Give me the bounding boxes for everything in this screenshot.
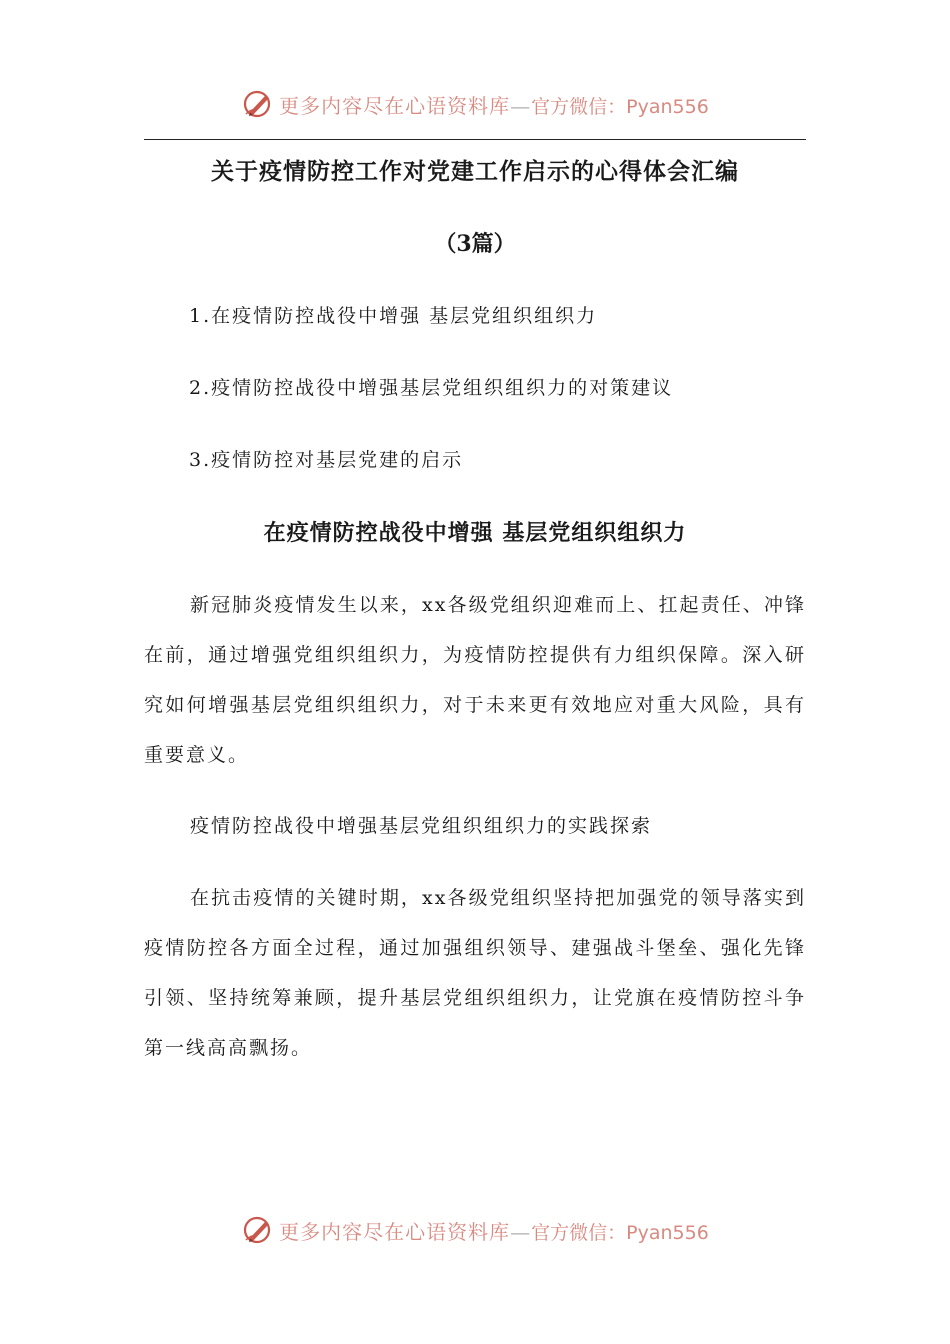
- subheading-paragraph: 疫情防控战役中增强基层党组织组织力的实践探索: [190, 815, 653, 837]
- footer-banner-tail: 官方微信：Pyan556: [531, 1221, 709, 1244]
- toc-item: 3.疫情防控对基层党建的启示: [189, 449, 464, 471]
- footer-banner-separator: —: [510, 1219, 532, 1244]
- header-banner-main: 更多内容尽在心语资料库: [279, 93, 511, 118]
- header-banner-text: [279, 90, 709, 119]
- header-banner-tail: 官方微信：Pyan556: [531, 95, 709, 118]
- header-banner: [0, 82, 950, 126]
- pen-circle-logo-icon: [241, 1213, 275, 1247]
- body-paragraph: 新冠肺炎疫情发生以来，xx各级党组织迎难而上、扛起责任、冲锋在前，通过增强党组织组织力，为疫情防控提供有力组织保障。深入研究如何增强基层党组织组织力，对于未来更有效地应对重大风险，具有重要意义。: [144, 594, 806, 766]
- body-paragraph: 在抗击疫情的关键时期，xx各级党组织坚持把加强党的领导落实到疫情防控各方面全过程，通过加强组织领导、建强战斗堡垒、强化先锋引领、坚持统筹兼顾，提升基层党组织组织力，让党旗在疫情防控斗争第一线高高飘扬。: [144, 887, 806, 1059]
- footer-banner-text: [279, 1216, 709, 1245]
- document-subtitle: （3篇）: [434, 231, 516, 257]
- toc-item: 1.在疫情防控战役中增强 基层党组织组织力: [189, 305, 598, 327]
- footer-banner-main: 更多内容尽在心语资料库: [279, 1219, 511, 1244]
- header-banner-separator: —: [510, 93, 532, 118]
- pen-circle-logo-icon: [241, 87, 275, 121]
- document-title: 关于疫情防控工作对党建工作启示的心得体会汇编: [211, 158, 739, 185]
- header-divider: [144, 139, 806, 140]
- section-title: 在疫情防控战役中增强 基层党组织组织力: [263, 520, 687, 546]
- footer-banner: [0, 1208, 950, 1252]
- toc-item: 2.疫情防控战役中增强基层党组织组织力的对策建议: [189, 377, 674, 399]
